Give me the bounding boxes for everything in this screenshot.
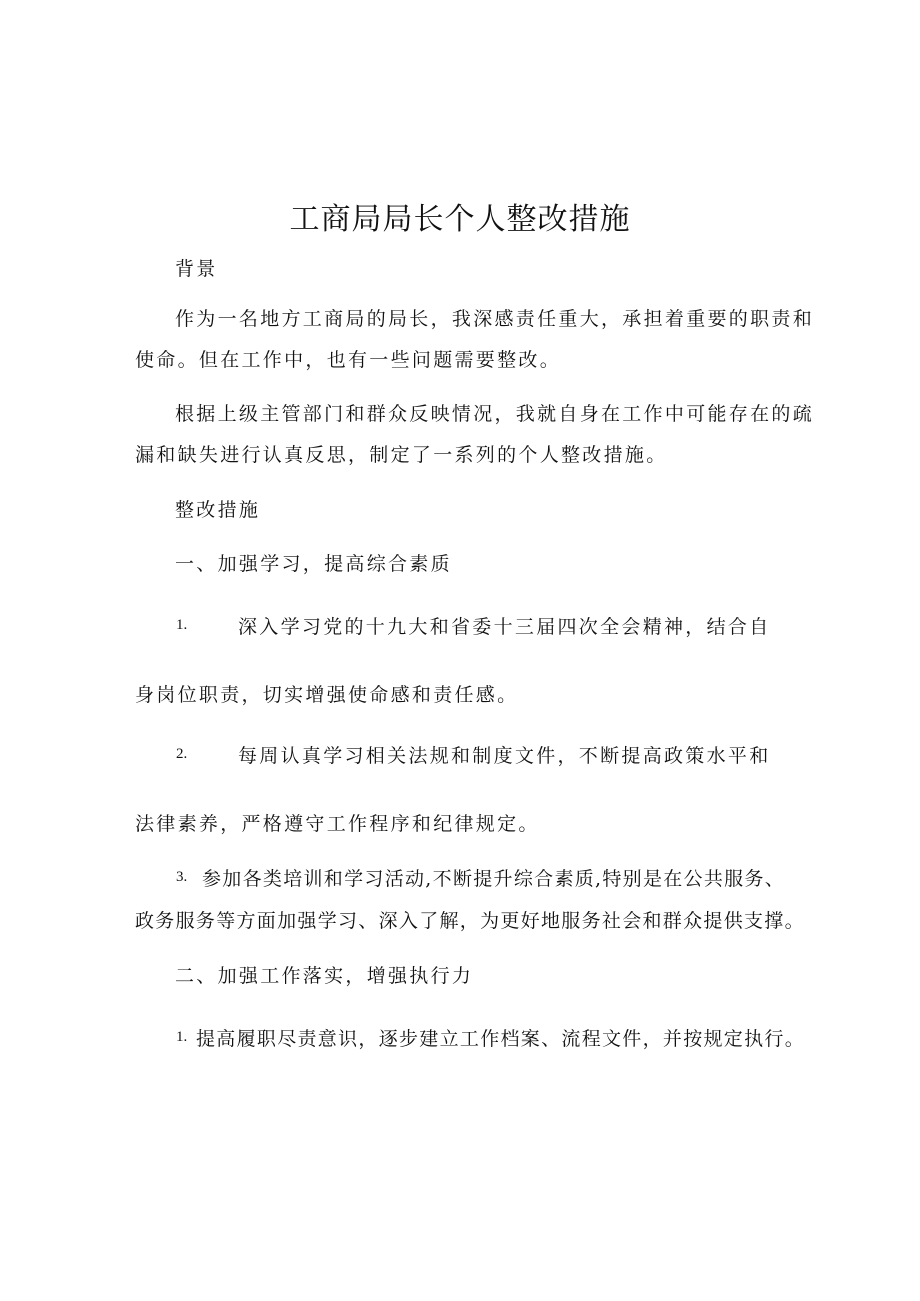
item-3-number: 3. [176,869,188,885]
measures-heading: 整改措施 [175,499,261,521]
paragraph-1-line-1: 作为一名地方工商局的局长，我深感责任重大，承担着重要的职责和 [175,308,815,330]
item-2-line-1: 每周认真学习相关法规和制度文件，不断提高政策水平和 [238,745,771,767]
item-1-line-2: 身岗位职责，切实增强使命感和责任感。 [135,684,519,706]
item-1-number: 1. [176,617,188,633]
background-heading: 背景 [175,258,218,280]
section-2-item-1-number: 1. [176,1029,188,1045]
document-title: 工商局局长个人整改措施 [289,202,631,237]
paragraph-2-line-2: 漏和缺失进行认真反思，制定了一系列的个人整改措施。 [135,444,668,466]
item-3-line-1: 参加各类培训和学习活动,不断提升综合素质,特别是在公共服务、 [202,868,786,890]
section-1-heading: 一、加强学习，提高综合素质 [175,553,452,575]
paragraph-1-line-2: 使命。但在工作中，也有一些问题需要整改。 [135,349,562,371]
item-2-number: 2. [176,746,188,762]
item-2-line-2: 法律素养，严格遵守工作程序和纪律规定。 [135,813,540,835]
section-2-item-1-text: 提高履职尽责意识，逐步建立工作档案、流程文件，并按规定执行。 [196,1028,806,1050]
item-1-line-1: 深入学习党的十九大和省委十三届四次全会精神，结合自 [238,616,771,638]
item-3-line-2: 政务服务等方面加强学习、深入了解，为更好地服务社会和群众提供支撑。 [135,910,805,932]
section-2-heading: 二、加强工作落实，增强执行力 [175,965,474,987]
paragraph-2-line-1: 根据上级主管部门和群众反映情况，我就自身在工作中可能存在的疏 [175,403,815,425]
